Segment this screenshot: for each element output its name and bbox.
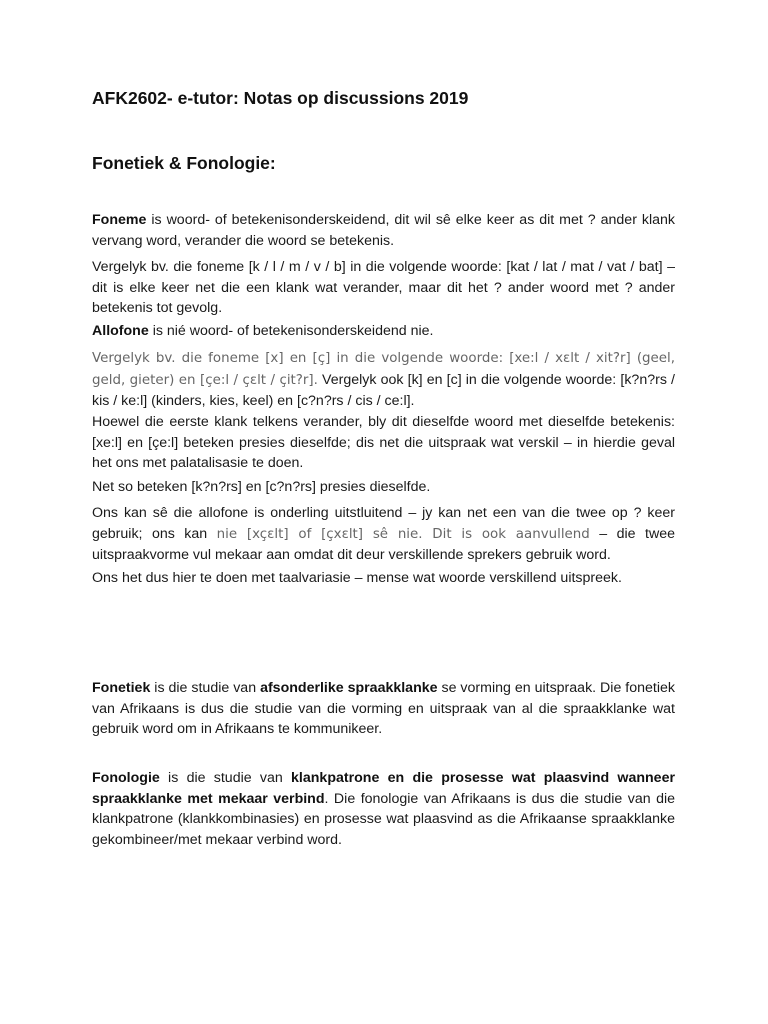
paragraph-text: se vorming en uitspraak. Die fonetiek van Afrikaans is dus die studie van die vorming en uitspraak van al die spraakklanke wat gebruik word om in Afrikaans te kommunikeer. <box>92 680 675 738</box>
term-fonologie: Fonologie <box>92 770 160 786</box>
paragraph-text: Vergelyk ook [k] en [c] in die volgende woorde: [k?n?rs / kis / ke:l] (kinders, kies, keel) en [c?n?rs / cis / ce:l]. <box>92 371 675 410</box>
paragraph-light-text: Vergelyk bv. die foneme [x] en [ç] in die volgende woorde: [xe:l / xɛlt / xit?r] (geel, geld, gieter) en [çe:l / çɛlt / çit?r]. <box>92 351 675 388</box>
paragraph-foneme-example: Vergelyk bv. die foneme [k / l / m / v / b] in die volgende woorde: [kat / lat / mat / vat / bat] – dit is elke keer net die een klank wat verander, maar dit het ? ander woord met ? ander betekenis tot gevolg. <box>92 259 675 317</box>
paragraph-text: is nié woord- of betekenisonderskeidend nie. <box>148 323 434 339</box>
paragraph-text: is die studie van <box>150 680 261 696</box>
paragraph-text: is woord- of betekenisonderskeidend, dit wil sê elke keer as dit met ? ander klank vervang word, verander die woord se betekenis. <box>92 212 675 249</box>
document-title: AFK2602- e-tutor: Notas op discussions 2019 <box>92 88 469 108</box>
term-foneme: Foneme <box>92 212 147 228</box>
term-fonetiek: Fonetiek <box>92 680 151 696</box>
paragraph-fonetiek <box>92 678 675 740</box>
paragraph-net-so: Net so beteken [k?n?rs] en [c?n?rs] presies dieselfde. <box>92 479 431 495</box>
paragraph-allofone <box>92 321 675 342</box>
paragraph-uitsluitend <box>92 503 675 566</box>
bold-phrase: klankpatrone en die prosesse wat plaasvind wanneer spraakklanke met mekaar verbind <box>92 770 675 807</box>
section-heading: Fonetiek & Fonologie: <box>92 153 276 173</box>
paragraph-foneme <box>92 210 675 251</box>
paragraph-text: . Die fonologie van Afrikaans is dus die studie van die klankpatrone (klankkombinasies) en prosesse wat plaasvind as die Afrikaanse spraakklanke gekombineer/met mekaar verbind word. <box>92 790 676 848</box>
term-allofone: Allofone <box>92 323 149 339</box>
paragraph-fonologie <box>92 768 675 850</box>
paragraph-text: – die twee uitspraakvorme vul mekaar aan omdat dit deur verskillende sprekers gebruik word. <box>92 525 675 564</box>
paragraph-text: is die studie van <box>159 770 292 786</box>
bold-phrase: afsonderlike spraakklanke <box>260 680 438 696</box>
paragraph-allofone-example <box>92 348 675 412</box>
paragraph-text: Ons kan sê die allofone is onderling uitstluitend – jy kan net een van die twee op ? keer gebruik; ons kan <box>92 505 675 542</box>
paragraph-palatalisasie: Hoewel die eerste klank telkens verander, bly dit dieselfde woord met dieselfde betekenis: [xe:l] en [çe:l] beteken presies dieselfde; dis net die uitspraak wat verskil – in hierdie geval het ons met palatalisasie te doen. <box>92 414 675 472</box>
paragraph-light-text: nie [xçɛlt] of [çxɛlt] sê nie. Dit is ook aanvullend <box>216 526 590 542</box>
paragraph-taalvariasie: Ons het dus hier te doen met taalvariasie – mense wat woorde verskillend uitspreek. <box>92 570 622 586</box>
